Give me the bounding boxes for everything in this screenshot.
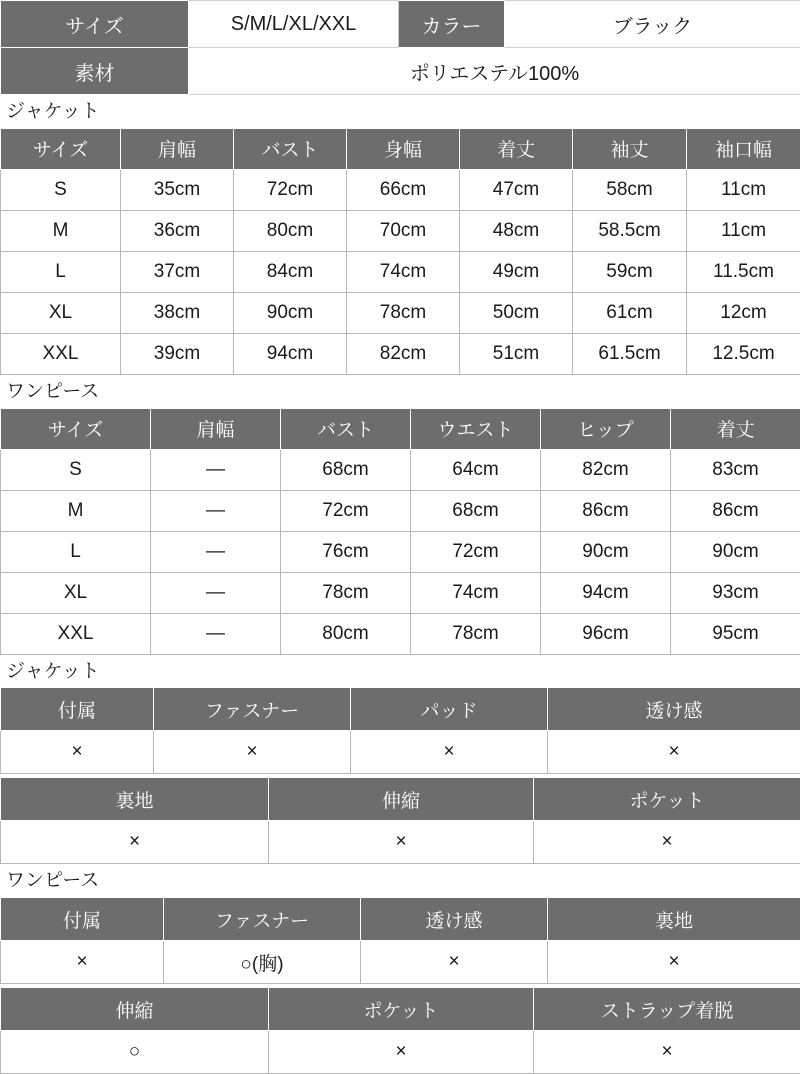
table-row (1, 821, 800, 864)
cell: XL (1, 572, 151, 613)
cell: 70cm (347, 210, 460, 251)
cell: 58.5cm (573, 210, 687, 251)
cell: × (1, 731, 154, 774)
spec-value-material: ポリエステル100% (189, 48, 800, 95)
cell: S (1, 169, 121, 210)
cell: 47cm (460, 169, 573, 210)
table-header-row (1, 778, 800, 821)
cell: 82cm (541, 449, 671, 490)
cell: 78cm (347, 292, 460, 333)
cell: 35cm (121, 169, 234, 210)
cell: L (1, 251, 121, 292)
cell: XXL (1, 613, 151, 654)
table-row (1, 251, 800, 292)
spec-value-size: S/M/L/XL/XXL (189, 1, 399, 48)
jacket-size-table (0, 128, 800, 375)
column-header: ポケット (534, 778, 800, 821)
column-header: ストラップ着脱 (534, 988, 800, 1031)
cell: 96cm (541, 613, 671, 654)
cell: — (151, 490, 281, 531)
cell: — (151, 531, 281, 572)
cell: — (151, 572, 281, 613)
cell: 93cm (671, 572, 800, 613)
section-title-jacket-size: ジャケット (0, 95, 800, 128)
column-header: 袖丈 (573, 128, 687, 169)
cell: 80cm (234, 210, 347, 251)
section-title-onepiece-features: ワンピース (0, 864, 800, 897)
cell: 80cm (281, 613, 411, 654)
table-row (1, 48, 800, 95)
cell: 86cm (541, 490, 671, 531)
cell: 11.5cm (687, 251, 800, 292)
cell: S (1, 449, 151, 490)
column-header: 伸縮 (269, 778, 534, 821)
cell: 12.5cm (687, 333, 800, 374)
cell: × (269, 821, 534, 864)
onepiece-features-table-1 (0, 897, 800, 984)
spec-label-size: サイズ (1, 1, 189, 48)
cell: 12cm (687, 292, 800, 333)
column-header: バスト (234, 128, 347, 169)
cell: 64cm (411, 449, 541, 490)
cell: 78cm (281, 572, 411, 613)
cell: 11cm (687, 169, 800, 210)
cell: 61cm (573, 292, 687, 333)
column-header: 透け感 (548, 688, 800, 731)
table-header-row (1, 988, 800, 1031)
column-header: 身幅 (347, 128, 460, 169)
column-header: パッド (351, 688, 548, 731)
cell: × (1, 941, 164, 984)
cell: 90cm (671, 531, 800, 572)
cell: 50cm (460, 292, 573, 333)
table-row (1, 731, 800, 774)
cell: 48cm (460, 210, 573, 251)
cell: 86cm (671, 490, 800, 531)
cell: 83cm (671, 449, 800, 490)
cell: 74cm (411, 572, 541, 613)
onepiece-size-table (0, 408, 800, 655)
cell: 90cm (234, 292, 347, 333)
cell: 11cm (687, 210, 800, 251)
cell: 38cm (121, 292, 234, 333)
jacket-features-table-1 (0, 687, 800, 774)
product-spec-table (0, 0, 800, 95)
column-header: 裏地 (548, 898, 800, 941)
cell: — (151, 449, 281, 490)
column-header: サイズ (1, 128, 121, 169)
cell: 58cm (573, 169, 687, 210)
cell: 90cm (541, 531, 671, 572)
cell: ○ (1, 1031, 269, 1074)
cell: 59cm (573, 251, 687, 292)
cell: 76cm (281, 531, 411, 572)
table-row (1, 613, 800, 654)
cell: 74cm (347, 251, 460, 292)
column-header: サイズ (1, 408, 151, 449)
table-row (1, 169, 800, 210)
cell: × (154, 731, 351, 774)
cell: XXL (1, 333, 121, 374)
cell: M (1, 210, 121, 251)
column-header: ファスナー (164, 898, 361, 941)
cell: × (534, 1031, 800, 1074)
cell: M (1, 490, 151, 531)
cell: 94cm (541, 572, 671, 613)
table-row (1, 292, 800, 333)
spec-label-color: カラー (399, 1, 505, 48)
column-header: 透け感 (361, 898, 548, 941)
column-header: 付属 (1, 898, 164, 941)
column-header: 伸縮 (1, 988, 269, 1031)
cell: 72cm (234, 169, 347, 210)
cell: XL (1, 292, 121, 333)
cell: 66cm (347, 169, 460, 210)
column-header: ポケット (269, 988, 534, 1031)
cell: 36cm (121, 210, 234, 251)
column-header: 裏地 (1, 778, 269, 821)
spec-label-material: 素材 (1, 48, 189, 95)
column-header: 肩幅 (121, 128, 234, 169)
column-header: 袖口幅 (687, 128, 800, 169)
cell: L (1, 531, 151, 572)
table-row (1, 1, 800, 48)
section-title-onepiece-size: ワンピース (0, 375, 800, 408)
table-row (1, 333, 800, 374)
table-row (1, 572, 800, 613)
table-row (1, 449, 800, 490)
cell: 68cm (411, 490, 541, 531)
cell: × (548, 941, 800, 984)
column-header: ウエスト (411, 408, 541, 449)
cell: × (1, 821, 269, 864)
jacket-features-table-2 (0, 777, 800, 864)
cell: 51cm (460, 333, 573, 374)
column-header: 着丈 (671, 408, 800, 449)
column-header: ヒップ (541, 408, 671, 449)
table-header-row (1, 898, 800, 941)
spec-value-color: ブラック (505, 1, 800, 48)
cell: 94cm (234, 333, 347, 374)
cell: × (351, 731, 548, 774)
table-row (1, 490, 800, 531)
table-row (1, 1031, 800, 1074)
onepiece-features-table-2 (0, 987, 800, 1074)
cell: 37cm (121, 251, 234, 292)
cell: 68cm (281, 449, 411, 490)
column-header: 着丈 (460, 128, 573, 169)
cell: × (361, 941, 548, 984)
cell: 61.5cm (573, 333, 687, 374)
cell: 84cm (234, 251, 347, 292)
cell: 95cm (671, 613, 800, 654)
section-title-jacket-features: ジャケット (0, 655, 800, 688)
table-row (1, 210, 800, 251)
cell: × (269, 1031, 534, 1074)
cell: 78cm (411, 613, 541, 654)
table-header-row (1, 408, 800, 449)
column-header: ファスナー (154, 688, 351, 731)
cell: 72cm (411, 531, 541, 572)
cell: ○(胸) (164, 941, 361, 984)
cell: × (548, 731, 800, 774)
table-row (1, 531, 800, 572)
cell: — (151, 613, 281, 654)
cell: 49cm (460, 251, 573, 292)
table-header-row (1, 128, 800, 169)
table-row (1, 941, 800, 984)
cell: 39cm (121, 333, 234, 374)
column-header: 付属 (1, 688, 154, 731)
cell: 82cm (347, 333, 460, 374)
table-header-row (1, 688, 800, 731)
column-header: 肩幅 (151, 408, 281, 449)
column-header: バスト (281, 408, 411, 449)
cell: 72cm (281, 490, 411, 531)
cell: × (534, 821, 800, 864)
